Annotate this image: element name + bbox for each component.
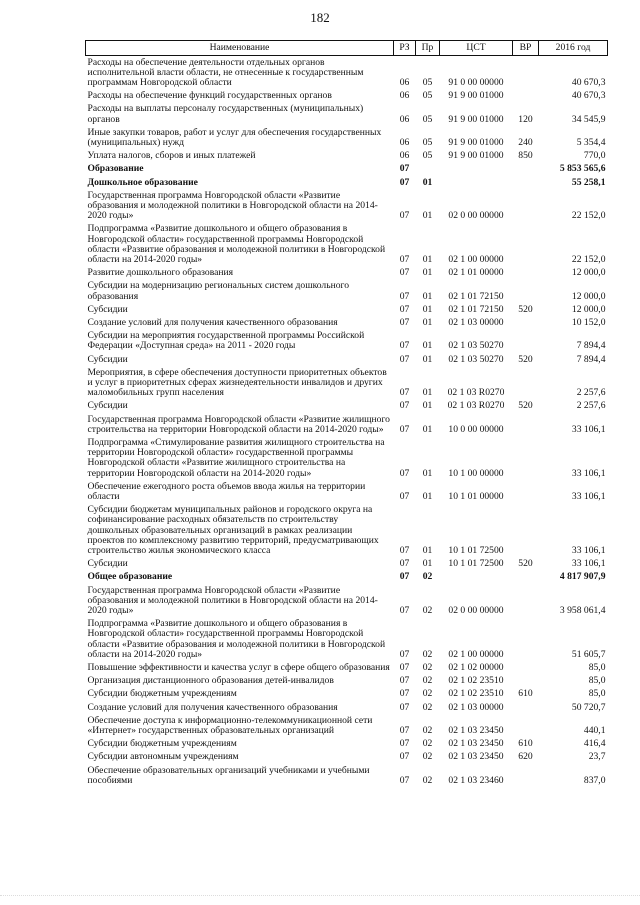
- row-amount: 7 894,4: [576, 340, 606, 352]
- row-amount: 10 152,0: [571, 316, 606, 328]
- row-name: Подпрограмма «Развитие дошкольного и общего образования в Новгородской области» государственной программы Новгородской области «Развитие образования и молодежной политики в Новгородской области на 2014-2020 годы»: [87, 618, 386, 660]
- row-pr: 02: [422, 688, 433, 700]
- table-row: [86, 480, 608, 503]
- row-cst: 02 1 02 23510: [448, 688, 504, 700]
- row-amount: 12 000,0: [571, 267, 606, 279]
- row-rz: 07: [399, 774, 410, 786]
- row-rz: 07: [399, 688, 410, 700]
- table-row: [86, 353, 608, 366]
- table-row: [86, 303, 608, 316]
- row-pr: 01: [422, 303, 433, 315]
- row-amount: 85,0: [588, 662, 606, 674]
- row-rz: 07: [399, 303, 410, 315]
- row-pr: 02: [422, 648, 433, 660]
- row-vr: [513, 714, 539, 737]
- row-cst: 02 1 00 00000: [448, 253, 504, 265]
- row-pr: 01: [422, 353, 433, 365]
- row-rz: 07: [399, 558, 410, 570]
- row-amount: 51 605,7: [571, 648, 606, 660]
- row-vr: [513, 280, 539, 303]
- row-pr: 02: [422, 725, 433, 737]
- table-row: [86, 56, 608, 90]
- row-cst: 02 1 03 R0270: [447, 387, 505, 399]
- row-name: Государственная программа Новгородской области «Развитие образования и молодежной политики в Новгородской области на 2014-2020 годы»: [87, 189, 378, 222]
- row-vr: [513, 701, 539, 714]
- row-cst: 10 1 01 72500: [448, 545, 504, 557]
- row-cst: [440, 176, 513, 189]
- row-name: Субсидии на мероприятия государственной программы Российской Федерации «Доступная среда» на 2011 - 2020 годы: [87, 330, 365, 352]
- row-amount: 22 152,0: [571, 210, 606, 222]
- row-rz: 07: [399, 423, 410, 435]
- row-rz: 07: [399, 701, 410, 713]
- row-pr: 01: [422, 267, 433, 279]
- row-rz: 07: [399, 545, 410, 557]
- row-vr: [513, 163, 539, 176]
- row-name: Субсидии автономным учреждениям: [87, 751, 239, 763]
- row-cst: 02 1 03 23450: [448, 751, 504, 763]
- table-row: [86, 223, 608, 267]
- row-amount: 3 958 061,4: [559, 605, 606, 617]
- row-vr: [513, 675, 539, 688]
- row-vr: [513, 267, 539, 280]
- row-amount: 2 257,6: [576, 387, 606, 399]
- row-pr: 02: [422, 675, 433, 687]
- row-amount: 4 817 907,9: [559, 571, 606, 583]
- row-name: Субсидии на модернизацию региональных систем дошкольного образования: [87, 280, 350, 302]
- row-vr: 610: [518, 688, 533, 700]
- table-row: [86, 504, 608, 558]
- row-pr: 01: [422, 176, 433, 188]
- row-amount: 85,0: [588, 688, 606, 700]
- budget-table: [85, 40, 608, 788]
- row-pr: 05: [422, 90, 433, 102]
- row-cst: 02 1 03 23460: [448, 774, 504, 786]
- row-pr: 01: [422, 558, 433, 570]
- table-row: [86, 90, 608, 103]
- row-name: Общее образование: [87, 571, 173, 583]
- row-name: Государственная программа Новгородской области «Развитие образования и молодежной политики в Новгородской области на 2014-2020 годы»: [87, 584, 378, 617]
- row-cst: [440, 163, 513, 176]
- row-cst: 02 1 02 00000: [448, 662, 504, 674]
- row-vr: [513, 764, 539, 787]
- row-amount: 33 106,1: [571, 545, 606, 557]
- row-amount: 416,4: [583, 738, 606, 750]
- row-amount: 55 258,1: [571, 176, 606, 188]
- header-pr: Пр: [416, 41, 440, 56]
- row-rz: 07: [399, 662, 410, 674]
- header-rz: РЗ: [394, 41, 416, 56]
- table-row: [86, 366, 608, 400]
- row-amount: 34 545,9: [571, 113, 606, 125]
- row-amount: 33 106,1: [571, 558, 606, 570]
- row-rz: 07: [399, 210, 410, 222]
- row-amount: 2 257,6: [576, 400, 606, 412]
- row-rz: 07: [399, 387, 410, 399]
- row-name: Субсидии: [87, 558, 128, 570]
- row-cst: 02 1 01 72150: [448, 290, 504, 302]
- row-vr: 520: [518, 303, 533, 315]
- table-row: [86, 316, 608, 329]
- row-amount: 33 106,1: [571, 491, 606, 503]
- row-name: Субсидии бюджетам муниципальных районов и городского округа на софинансирование расходных обязательств по строительству дошкольных образовательных организаций в рамках реализации проектов по комплексному развитию территорий, предусматривающих строительство жилья экономического класса: [87, 504, 379, 557]
- row-cst: 10 1 01 72500: [448, 558, 504, 570]
- header-year: 2016 год: [539, 41, 608, 56]
- row-name: Обеспечение образовательных организаций учебниками и учебными пособиями: [87, 764, 370, 786]
- row-name: Расходы на обеспечение деятельности отдельных органов исполнительной власти области, не отнесенные к государственным программам Новгородской области: [87, 56, 364, 88]
- row-pr: 02: [422, 571, 433, 583]
- table-body: [86, 56, 608, 788]
- row-amount: 12 000,0: [571, 303, 606, 315]
- row-pr: 02: [422, 605, 433, 617]
- table-row: [86, 413, 608, 436]
- row-rz: 07: [399, 491, 410, 503]
- row-cst: 91 9 00 01000: [448, 136, 504, 148]
- row-cst: 02 1 03 50270: [448, 340, 504, 352]
- header-cst: ЦСТ: [440, 41, 513, 56]
- row-cst: 02 1 01 72150: [448, 303, 504, 315]
- table-row: [86, 701, 608, 714]
- table-row: [86, 280, 608, 303]
- row-name: Мероприятия, в сфере обеспечения доступности приоритетных объектов и услуг в приоритетных сферах жизнедеятельности инвалидов и других маломобильных групп населения: [87, 366, 387, 399]
- row-pr: 05: [422, 113, 433, 125]
- row-name: Расходы на обеспечение функций государственных органов: [87, 90, 332, 102]
- row-vr: [513, 413, 539, 436]
- row-rz: 07: [399, 176, 410, 188]
- row-amount: 33 106,1: [571, 423, 606, 435]
- row-amount: 22 152,0: [571, 253, 606, 265]
- row-cst: 02 0 00 00000: [448, 605, 504, 617]
- row-vr: [513, 618, 539, 662]
- row-pr: 05: [422, 76, 433, 88]
- row-name: Уплата налогов, сборов и иных платежей: [87, 150, 256, 162]
- row-amount: 50 720,7: [571, 701, 606, 713]
- row-vr: 520: [518, 400, 533, 412]
- row-vr: 850: [518, 150, 533, 162]
- row-cst: 10 1 01 00000: [448, 491, 504, 503]
- table-row: [86, 618, 608, 662]
- row-pr: 02: [422, 662, 433, 674]
- table-row: [86, 751, 608, 764]
- row-pr: 05: [422, 136, 433, 148]
- row-name: Субсидии: [87, 303, 128, 315]
- row-vr: 120: [518, 113, 533, 125]
- row-cst: [440, 571, 513, 584]
- row-cst: 91 9 00 01000: [448, 90, 504, 102]
- row-name: Образование: [87, 163, 144, 175]
- row-rz: 07: [399, 163, 410, 175]
- row-cst: 02 1 02 23510: [448, 675, 504, 687]
- row-cst: 02 1 03 00000: [448, 316, 504, 328]
- row-vr: 240: [518, 136, 533, 148]
- table-row: [86, 571, 608, 584]
- table-row: [86, 103, 608, 126]
- row-vr: 610: [518, 738, 533, 750]
- row-name: Создание условий для получения качественного образования: [87, 316, 338, 328]
- row-vr: [513, 504, 539, 558]
- row-pr: 02: [422, 701, 433, 713]
- table-row: [86, 163, 608, 176]
- page-number: 182: [310, 10, 330, 25]
- row-vr: [513, 176, 539, 189]
- table-row: [86, 176, 608, 189]
- row-name: Создание условий для получения качественного образования: [87, 701, 338, 713]
- row-name: Организация дистанционного образования детей-инвалидов: [87, 675, 334, 687]
- row-rz: 07: [399, 267, 410, 279]
- row-vr: [513, 366, 539, 400]
- row-vr: [513, 437, 539, 481]
- row-vr: [513, 571, 539, 584]
- table-row: [86, 714, 608, 737]
- row-rz: 07: [399, 340, 410, 352]
- row-amount: 23,7: [588, 751, 606, 763]
- row-vr: [513, 56, 539, 90]
- row-cst: 02 1 01 00000: [448, 267, 504, 279]
- table-row: [86, 738, 608, 751]
- row-name: Субсидии: [87, 400, 128, 412]
- row-cst: 91 9 00 01000: [448, 150, 504, 162]
- row-rz: 07: [399, 648, 410, 660]
- table-row: [86, 764, 608, 787]
- row-rz: 07: [399, 290, 410, 302]
- row-amount: 5 853 565,6: [559, 163, 606, 175]
- row-name: Субсидии: [87, 353, 128, 365]
- row-amount: 40 670,3: [571, 76, 606, 88]
- row-pr: [416, 163, 440, 176]
- table-row: [86, 675, 608, 688]
- row-cst: 02 1 00 00000: [448, 648, 504, 660]
- row-vr: 620: [518, 751, 533, 763]
- table-header-row: [86, 41, 608, 56]
- row-rz: 06: [399, 90, 410, 102]
- row-pr: 01: [422, 491, 433, 503]
- table-row: [86, 662, 608, 675]
- row-rz: 06: [399, 113, 410, 125]
- row-amount: 440,1: [583, 725, 606, 737]
- row-amount: 837,0: [583, 774, 606, 786]
- table-row: [86, 437, 608, 481]
- row-pr: 01: [422, 210, 433, 222]
- row-vr: [513, 330, 539, 353]
- row-cst: 91 0 00 00000: [448, 76, 504, 88]
- row-cst: 02 1 03 23450: [448, 738, 504, 750]
- row-name: Государственная программа Новгородской области «Развитие жилищного строительства на территории Новгородской области на 2014-2020 годы»: [87, 413, 390, 435]
- table-row: [86, 150, 608, 163]
- row-vr: [513, 480, 539, 503]
- table-row: [86, 189, 608, 223]
- table-row: [86, 584, 608, 618]
- row-amount: 85,0: [588, 675, 606, 687]
- row-rz: 06: [399, 76, 410, 88]
- row-vr: [513, 316, 539, 329]
- row-rz: 07: [399, 400, 410, 412]
- row-name: Субсидии бюджетным учреждениям: [87, 688, 237, 700]
- table-row: [86, 558, 608, 571]
- row-name: Обеспечение ежегодного роста объемов ввода жилья на территории области: [87, 480, 366, 503]
- row-name: Обеспечение доступа к информационно-телекоммуникационной сети «Интернет» государственных образовательных организаций: [87, 714, 373, 737]
- row-amount: 33 106,1: [571, 467, 606, 479]
- row-pr: 02: [422, 751, 433, 763]
- row-pr: 01: [422, 316, 433, 328]
- row-pr: 01: [422, 290, 433, 302]
- row-vr: 520: [518, 558, 533, 570]
- row-pr: 01: [422, 400, 433, 412]
- row-pr: 01: [422, 387, 433, 399]
- row-amount: 12 000,0: [571, 290, 606, 302]
- row-rz: 07: [399, 467, 410, 479]
- row-vr: [513, 90, 539, 103]
- row-cst: 02 1 03 00000: [448, 701, 504, 713]
- row-rz: 07: [399, 605, 410, 617]
- row-pr: 01: [422, 467, 433, 479]
- row-name: Субсидии бюджетным учреждениям: [87, 738, 237, 750]
- row-name: Подпрограмма «Развитие дошкольного и общего образования в Новгородской области» государственной программы Новгородской области «Развитие образования и молодежной политики в Новгородской области на 2014-2020 годы»: [87, 223, 386, 265]
- row-name: Расходы на выплаты персоналу государственных (муниципальных) органов: [87, 103, 364, 125]
- row-rz: 07: [399, 725, 410, 737]
- table-row: [86, 330, 608, 353]
- row-name: Развитие дошкольного образования: [87, 267, 234, 279]
- row-pr: 02: [422, 738, 433, 750]
- table-row: [86, 267, 608, 280]
- row-name: Дошкольное образование: [87, 176, 198, 188]
- row-rz: 07: [399, 675, 410, 687]
- table-row: [86, 688, 608, 701]
- row-amount: 5 354,4: [576, 136, 606, 148]
- row-rz: 07: [399, 353, 410, 365]
- row-rz: 06: [399, 150, 410, 162]
- header-name: Наименование: [86, 41, 394, 56]
- row-cst: 02 1 03 R0270: [447, 400, 505, 412]
- table-row: [86, 126, 608, 149]
- row-cst: 02 0 00 00000: [448, 210, 504, 222]
- row-pr: 01: [422, 253, 433, 265]
- row-amount: 7 894,4: [576, 353, 606, 365]
- row-pr: 01: [422, 545, 433, 557]
- table-row: [86, 400, 608, 413]
- header-vr: ВР: [513, 41, 539, 56]
- row-rz: 07: [399, 316, 410, 328]
- row-rz: 07: [399, 253, 410, 265]
- row-pr: 01: [422, 423, 433, 435]
- row-cst: 10 1 00 00000: [448, 467, 504, 479]
- row-amount: 40 670,3: [571, 90, 606, 102]
- row-cst: 91 9 00 01000: [448, 113, 504, 125]
- row-pr: 01: [422, 340, 433, 352]
- row-rz: 07: [399, 751, 410, 763]
- row-rz: 07: [399, 571, 410, 583]
- row-rz: 07: [399, 738, 410, 750]
- row-cst: 02 1 03 50270: [448, 353, 504, 365]
- row-amount: 770,0: [583, 150, 606, 162]
- row-cst: 10 0 00 00000: [448, 423, 504, 435]
- row-name: Повышение эффективности и качества услуг в сфере общего образования: [87, 662, 390, 674]
- row-name: Подпрограмма «Стимулирование развития жилищного строительства на территории Новгородской области» государственной программы Новгородской области «Развитие жилищного строительства на территории Новгородской области на 2014-2020 годы»: [87, 437, 385, 479]
- row-vr: [513, 223, 539, 267]
- row-cst: 02 1 03 23450: [448, 725, 504, 737]
- row-vr: 520: [518, 353, 533, 365]
- row-vr: [513, 189, 539, 223]
- row-name: Иные закупки товаров, работ и услуг для обеспечения государственных (муниципальных) нужд: [87, 126, 382, 148]
- row-vr: [513, 662, 539, 675]
- row-rz: 06: [399, 136, 410, 148]
- scan-edge-artifact: [0, 892, 640, 896]
- row-pr: 05: [422, 150, 433, 162]
- row-vr: [513, 584, 539, 618]
- row-pr: 02: [422, 774, 433, 786]
